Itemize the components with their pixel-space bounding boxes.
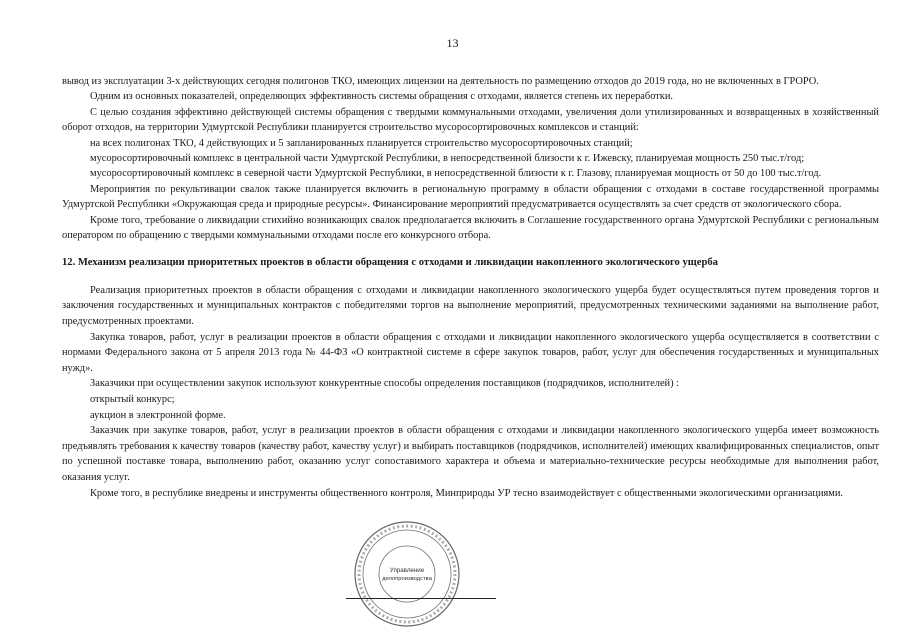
- paragraph: Мероприятия по рекультивации свалок также планируется включить в региональную программу в области обращения с отходами в составе государственной программы Удмуртской Республики «Окружающая среда и природные ресурсы». Финансирование мероприятий предусматривается осуществлять за счет средств от экологического сбора.: [62, 183, 879, 211]
- section-heading: 12. Механизм реализации приоритетных проектов в области обращения с отходами и ликвидации накопленного экологического ущерба: [62, 257, 718, 269]
- paragraph: Закупка товаров, работ, услуг в реализации проектов в области обращения с отходами и ликвидации накопленного экологического ущерба осуществляется в соответствии с нормами Федерального закона от 5 апреля 2013 года № 44-ФЗ «О контрактной системе в сфере закупок товаров, работ, услуг для обеспечения государственных и муниципальных нужд».: [62, 331, 879, 374]
- stamp-text-line2: делопроизводства: [382, 576, 432, 582]
- page-number: 13: [446, 36, 459, 50]
- paragraph: Заказчики при осуществлении закупок используют конкурентные способы определения поставщиков (подрядчиков, исполнителей) :: [90, 378, 680, 390]
- list-item: мусоросортировочный комплекс в северной части Удмуртской Республики, в непосредственной близости к г. Глазову, планируемая мощность от 50 до 100 тыс.т/год.: [90, 168, 822, 180]
- document-body: [62, 74, 879, 501]
- paragraph: Одним из основных показателей, определяющих эффективность системы обращения с отходами, является степень их переработки.: [90, 91, 674, 103]
- paragraph: Кроме того, в республике внедрены и инструменты общественного контроля, Минприроды УР тесно взаимодействует с общественными экологическими организациями.: [90, 487, 844, 499]
- stamp-text-line1: Управление: [389, 567, 425, 574]
- list-item: мусоросортировочный комплекс в центральной части Удмуртской Республики, в непосредственной близости к г. Ижевску, планируемая мощность 250 тыс.т/год;: [90, 153, 805, 165]
- paragraph: вывод из эксплуатации 3-х действующих сегодня полигонов ТКО, имеющих лицензии на деятельность по размещению отходов до 2019 года, но не включенных в ГРОРО.: [62, 76, 819, 87]
- paragraph: Кроме того, требование о ликвидации стихийно возникающих свалок предполагается включить в Соглашение государственного органа Удмуртской Республики с региональным оператором по обращению с твердыми коммунальными отходами после его конкурсного отбора.: [62, 214, 879, 242]
- list-item: открытый конкурс;: [90, 394, 175, 406]
- paragraph: Заказчик при закупке товаров, работ, услуг в реализации проектов в области обращения с отходами и ликвидации накопленного экологического ущерба имеет возможность предъявлять требования к качеству товаров (качеству работ, качеству услуг) и выбирать поставщиков (подрядчиков, исполнителей) имеющих квалифицированных специалистов, опыт по успешной поставке товара, выполнению работ, оказанию услуг сопоставимого характера и объема и материально-технические ресурсы необходимые для выполнения работ, оказания услуг.: [62, 425, 879, 483]
- paragraph: С целью создания эффективно действующей системы обращения с твердыми коммунальными отходами, увеличения доли утилизированных и возвращенных в хозяйственный оборот отходов, на территории Удмуртской Республики планируется строительство мусоросортировочных комплексов и станций:: [62, 106, 879, 134]
- list-item: аукцион в электронной форме.: [90, 409, 226, 421]
- list-item: на всех полигонах ТКО, 4 действующих и 5 запланированных планируется строительство мусоросортировочных станций;: [90, 137, 633, 149]
- stamp-seal: [353, 520, 461, 628]
- section-body: [62, 283, 879, 501]
- paragraph: Реализация приоритетных проектов в области обращения с отходами и ликвидации накопленного экологического ущерба будет осуществляться путем проведения торгов и заключения государственных и муниципальных контрактов с победителями торгов на выполнение мероприятий, предусмотренных техническими заданиями на выполнение работ, предусмотренных проектами.: [62, 284, 879, 328]
